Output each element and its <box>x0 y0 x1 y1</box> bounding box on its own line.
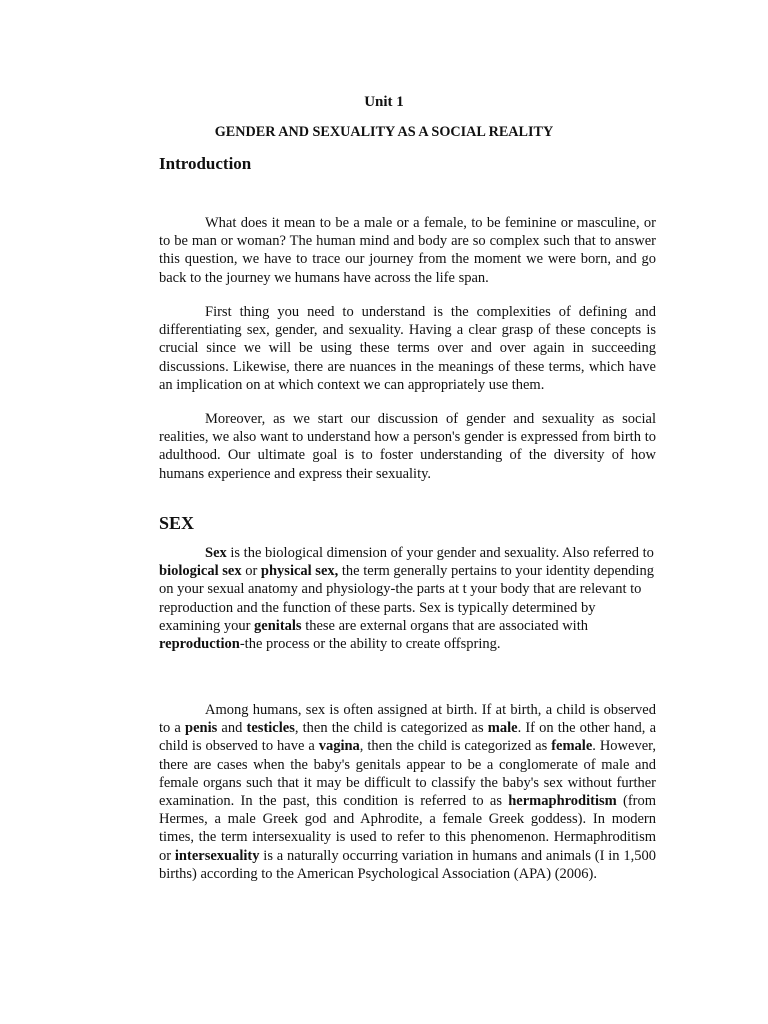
introduction-heading: Introduction <box>159 154 252 173</box>
unit-label: Unit 1 <box>364 94 404 110</box>
term-female: female <box>551 738 593 755</box>
term-biological-sex: biological sex <box>159 563 242 580</box>
intro-paragraph-1: What does it mean to be a male or a female, to be feminine or masculine, or to be man or woman? The human mind and body are so complex such that to answer this question, we have to trace our journey from the moment we were born, and go back to the journey we humans have across the life span. <box>159 215 656 286</box>
term-penis: penis <box>185 720 218 737</box>
term-reproduction: reproduction <box>159 636 240 653</box>
text-span: Among humans, sex is often assigned at birth. If at birth, a child is observed to a <box>159 702 656 737</box>
sex-paragraph-2 <box>159 701 656 883</box>
text-span: these are external organs that are associated with <box>301 617 588 634</box>
text-span: . If on the other hand, a child is observed to have a <box>159 720 657 755</box>
text-span: , then the child is categorized as <box>359 738 552 755</box>
text-span: -the process or the ability to create offspring. <box>239 636 501 653</box>
text-span: is the biological dimension of your gender and sexuality. Also referred to <box>226 545 654 561</box>
term-vagina: vagina <box>318 738 360 755</box>
term-intersexuality: intersexuality <box>174 847 260 864</box>
sex-heading: SEX <box>159 513 195 533</box>
text-span: and <box>217 720 247 737</box>
unit-title: GENDER AND SEXUALITY AS A SOCIAL REALITY <box>214 124 554 140</box>
intro-paragraph-2: First thing you need to understand is the complexities of defining and differentiating sex, gender, and sexuality. Having a clear grasp of these concepts is crucial since we will be using these terms over and over again in succeeding discussions. Likewise, there are nuances in the meanings of these terms, which have an implication on at which context we can appropriately use them. <box>159 304 656 393</box>
term-testicles: testicles <box>246 720 295 737</box>
term-physical-sex: physical sex, <box>260 563 339 580</box>
intro-paragraph-3: Moreover, as we start our discussion of gender and sexuality as social realities, we also want to understand how a person's gender is expressed from birth to adulthood. Our ultimate goal is to foster understanding of the diversity of how humans experience and express their sexuality. <box>159 411 656 482</box>
term-genitals: genitals <box>254 617 302 634</box>
text-span: . However, there are cases when the baby's genitals appear to be a conglomerate of male and female organs such that it may be difficult to classify the baby's sex without further examination. In the past, this condition is referred to as <box>159 738 657 810</box>
term-sex: Sex <box>205 545 227 561</box>
text-span: is a naturally occurring variation in humans and animals (I in 1,500 births) according to the American Psychological Association (APA) (2006). <box>159 847 656 882</box>
text-span: (from Hermes, a male Greek god and Aphrodite, a female Greek goddess). In modern times, the term intersexuality is used to refer to this phenomenon. Hermaphroditism or <box>159 793 657 864</box>
text-span: , then the child is categorized as <box>294 720 488 737</box>
term-male: male <box>487 720 518 737</box>
term-hermaphroditism: hermaphroditism <box>508 793 617 810</box>
text-span: or <box>241 563 261 580</box>
sex-paragraph-1 <box>159 544 656 653</box>
text-span: the term generally pertains to your identity depending on your sexual anatomy and physiology-the parts at t your body that are relevant to reproduction and the function of these parts. Sex is typically determined by examining your <box>159 563 654 634</box>
